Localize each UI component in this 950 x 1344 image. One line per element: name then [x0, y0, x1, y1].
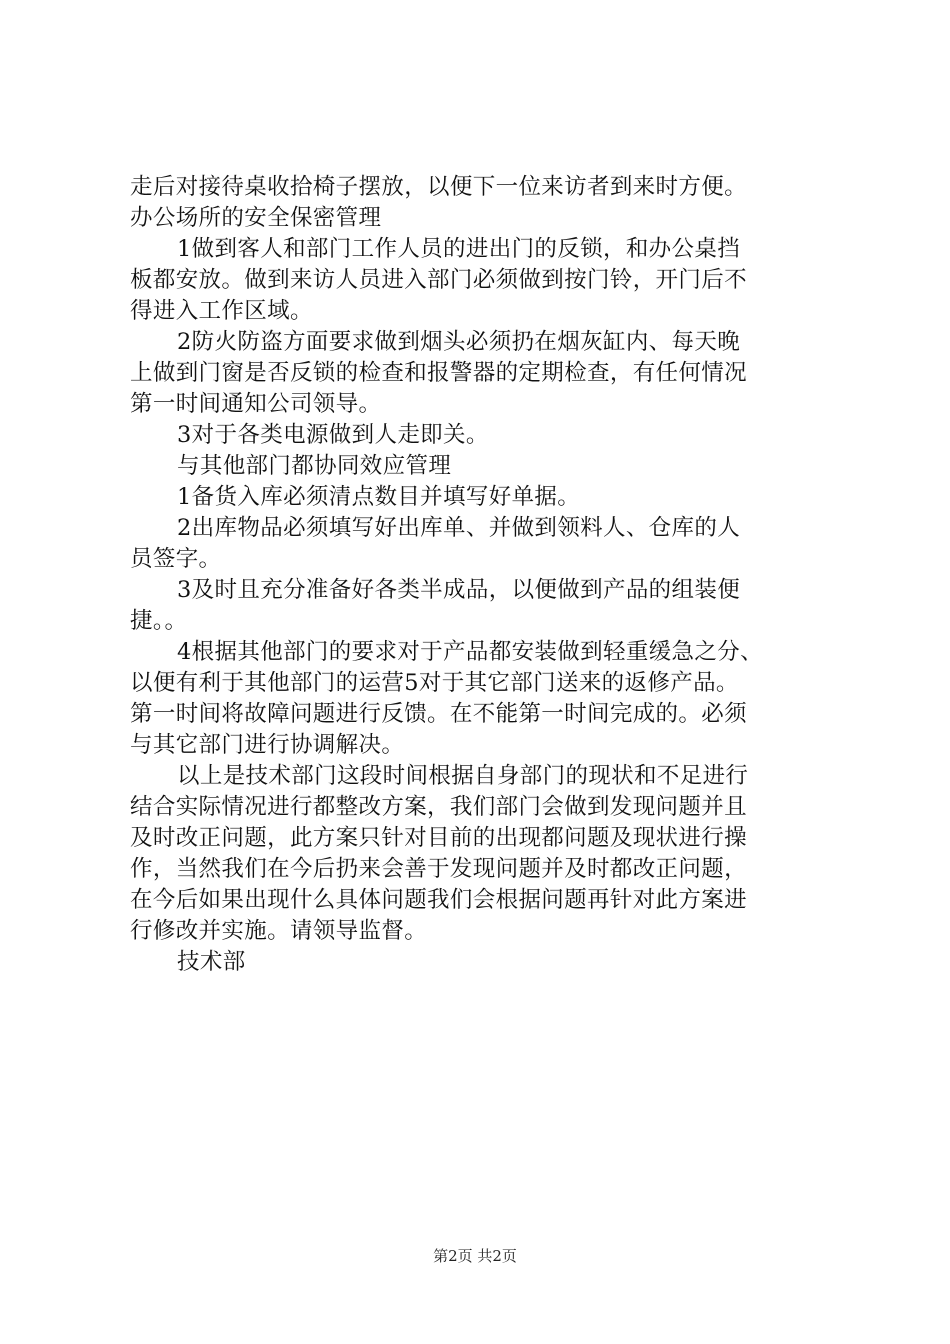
body-line: 2防火防盗方面要求做到烟头必须扔在烟灰缸内、每天晚	[177, 329, 741, 355]
body-line: 捷。。	[130, 608, 188, 634]
body-line: 行修改并实施。请领导监督。	[130, 918, 428, 944]
document-body	[130, 172, 830, 978]
body-line: 以便有利于其他部门的运营5对于其它部门送来的返修产品。	[130, 670, 739, 696]
body-line: 1备货入库必须清点数目并填写好单据。	[177, 484, 581, 510]
body-line: 2出库物品必须填写好出库单、并做到领料人、仓库的人	[177, 515, 741, 541]
body-line: 第一时间将故障问题进行反馈。在不能第一时间完成的。必须	[130, 701, 747, 727]
signature-department: 技术部	[177, 949, 246, 975]
section-heading: 与其他部门都协同效应管理	[177, 453, 452, 479]
body-line: 与其它部门进行协调解决。	[130, 732, 405, 758]
body-line: 在今后如果出现什么具体问题我们会根据问题再针对此方案进	[130, 887, 747, 913]
body-line: 及时改正问题，此方案只针对目前的出现都问题及现状进行操	[130, 825, 747, 851]
body-line: 结合实际情况进行都整改方案，我们部门会做到发现问题并且	[130, 794, 747, 820]
body-line: 4根据其他部门的要求对于产品都安装做到轻重缓急之分、	[177, 639, 763, 665]
body-line: 作，当然我们在今后扔来会善于发现问题并及时都改正问题，	[130, 856, 747, 882]
body-line: 走后对接待桌收拾椅子摆放，以便下一位来访者到来时方便。	[130, 174, 747, 200]
body-line: 得进入工作区域。	[130, 298, 313, 324]
body-line: 以上是技术部门这段时间根据自身部门的现状和不足进行	[177, 763, 749, 789]
section-heading: 办公场所的安全保密管理	[130, 205, 382, 231]
body-line: 1做到客人和部门工作人员的进出门的反锁，和办公桌挡	[177, 236, 741, 262]
body-line: 第一时间通知公司领导。	[130, 391, 382, 417]
body-line: 员签字。	[130, 546, 222, 572]
body-line: 3及时且充分准备好各类半成品，以便做到产品的组装便	[177, 577, 741, 603]
page-number-footer: 第2页 共2页	[433, 1247, 517, 1265]
body-line: 3对于各类电源做到人走即关。	[177, 422, 489, 448]
body-line: 上做到门窗是否反锁的检查和报警器的定期检查，有任何情况	[130, 360, 747, 386]
body-line: 板都安放。做到来访人员进入部门必须做到按门铃，开门后不	[130, 267, 747, 293]
